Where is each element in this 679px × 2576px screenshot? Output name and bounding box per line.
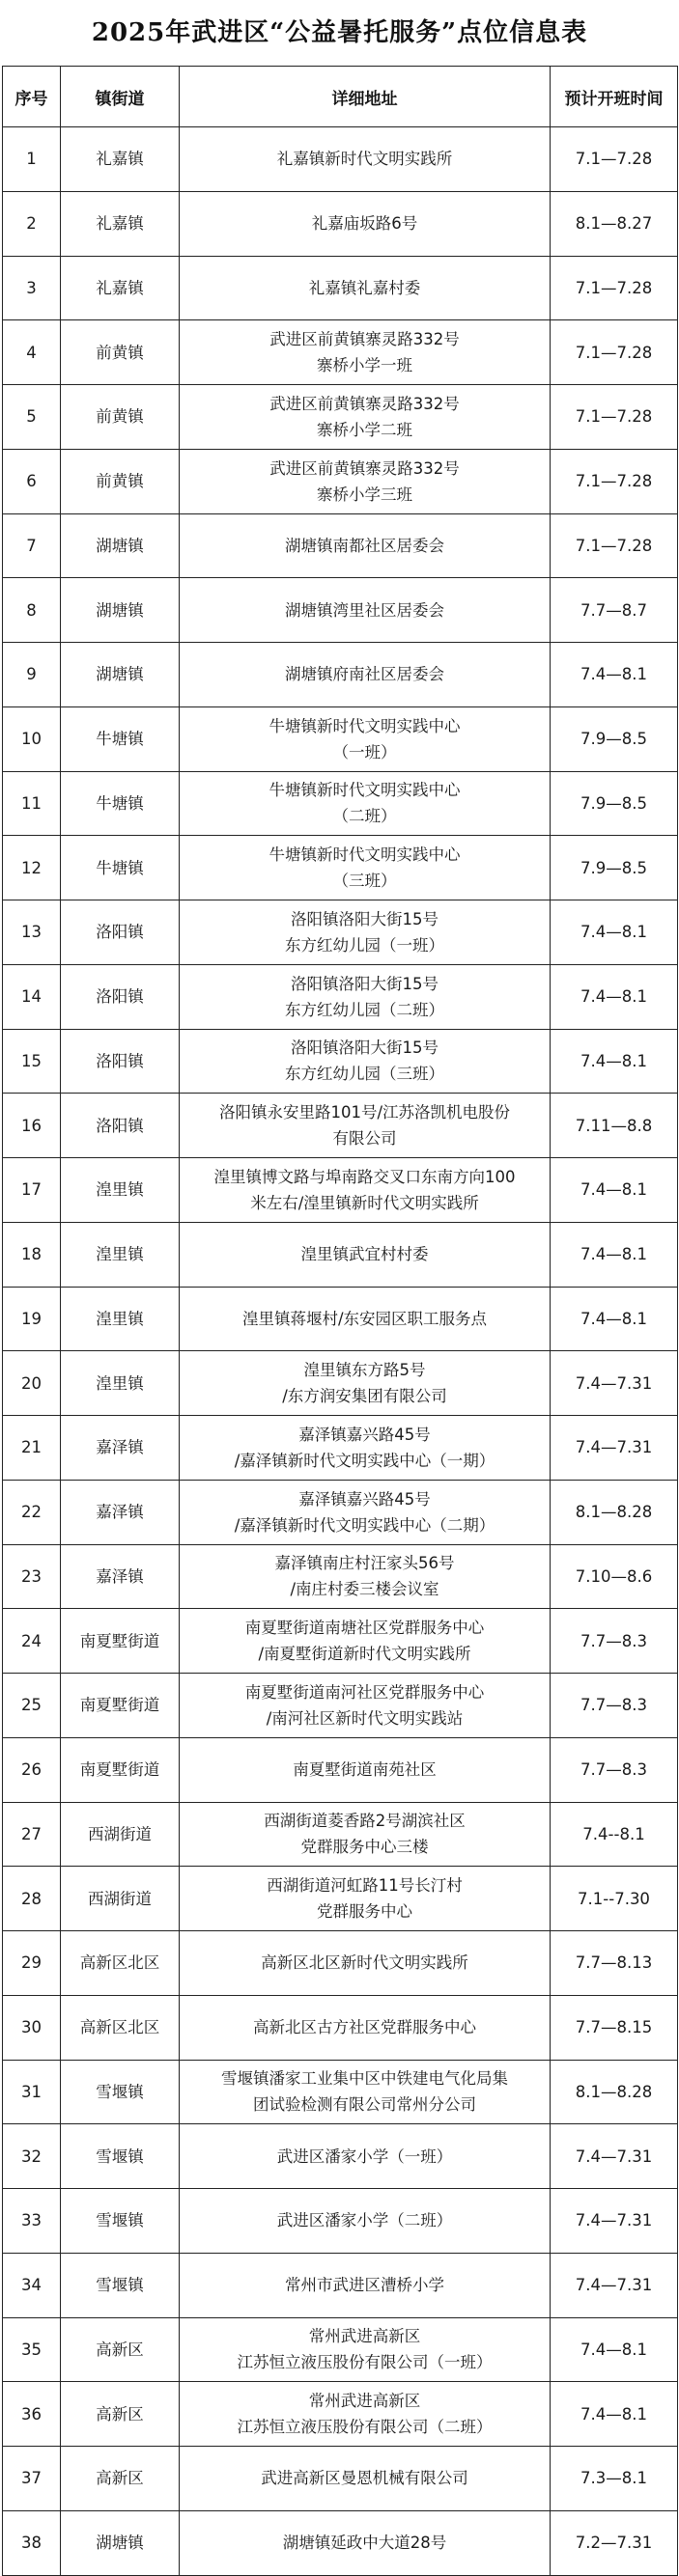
cell-expected-class-time: 7.4—8.1 bbox=[551, 1222, 678, 1287]
cell-town-street: 雪堰镇 bbox=[61, 2189, 180, 2254]
cell-serial-number: 38 bbox=[3, 2510, 61, 2575]
cell-detailed-address: 洛阳镇永安里路101号/江苏洛凯机电股份 有限公司 bbox=[180, 1094, 551, 1158]
table-header-row bbox=[3, 67, 678, 127]
cell-town-street: 南夏墅街道 bbox=[61, 1674, 180, 1738]
table-row bbox=[3, 1158, 678, 1223]
cell-town-street: 湖塘镇 bbox=[61, 578, 180, 643]
cell-serial-number: 21 bbox=[3, 1416, 61, 1481]
table-row bbox=[3, 643, 678, 707]
cell-town-street: 牛塘镇 bbox=[61, 706, 180, 771]
table-row bbox=[3, 1480, 678, 1544]
cell-detailed-address: 高新区北区新时代文明实践所 bbox=[180, 1931, 551, 1996]
cell-expected-class-time: 7.4—8.1 bbox=[551, 964, 678, 1029]
cell-expected-class-time: 7.10—8.6 bbox=[551, 1544, 678, 1609]
cell-expected-class-time: 7.9—8.5 bbox=[551, 706, 678, 771]
cell-town-street: 南夏墅街道 bbox=[61, 1737, 180, 1802]
cell-serial-number: 11 bbox=[3, 771, 61, 836]
table-row bbox=[3, 2382, 678, 2447]
table-row bbox=[3, 1029, 678, 1094]
cell-detailed-address: 湖塘镇延政中大道28号 bbox=[180, 2510, 551, 2575]
header-expected-class-time: 预计开班时间 bbox=[551, 67, 678, 127]
table-row bbox=[3, 1222, 678, 1287]
table-row bbox=[3, 127, 678, 192]
cell-expected-class-time: 7.7—8.3 bbox=[551, 1737, 678, 1802]
table-row bbox=[3, 2510, 678, 2575]
cell-serial-number: 31 bbox=[3, 2060, 61, 2124]
cell-town-street: 雪堰镇 bbox=[61, 2253, 180, 2317]
cell-detailed-address: 湖塘镇南都社区居委会 bbox=[180, 513, 551, 578]
cell-serial-number: 24 bbox=[3, 1609, 61, 1674]
cell-detailed-address: 礼嘉镇礼嘉村委 bbox=[180, 256, 551, 320]
cell-town-street: 礼嘉镇 bbox=[61, 256, 180, 320]
cell-serial-number: 22 bbox=[3, 1480, 61, 1544]
cell-serial-number: 9 bbox=[3, 643, 61, 707]
cell-expected-class-time: 7.4—7.31 bbox=[551, 1351, 678, 1416]
cell-town-street: 湟里镇 bbox=[61, 1158, 180, 1223]
cell-town-street: 雪堰镇 bbox=[61, 2060, 180, 2124]
table-row bbox=[3, 2124, 678, 2189]
cell-expected-class-time: 8.1—8.28 bbox=[551, 2060, 678, 2124]
cell-expected-class-time: 7.4—7.31 bbox=[551, 2253, 678, 2317]
cell-town-street: 牛塘镇 bbox=[61, 836, 180, 900]
cell-serial-number: 19 bbox=[3, 1287, 61, 1351]
cell-expected-class-time: 7.7—8.7 bbox=[551, 578, 678, 643]
cell-town-street: 前黄镇 bbox=[61, 320, 180, 385]
cell-detailed-address: 南夏墅街道南塘社区党群服务中心 /南夏墅街道新时代文明实践所 bbox=[180, 1609, 551, 1674]
cell-expected-class-time: 7.4—8.1 bbox=[551, 1158, 678, 1223]
cell-detailed-address: 西湖街道河虹路11号长汀村 党群服务中心 bbox=[180, 1867, 551, 1931]
cell-serial-number: 29 bbox=[3, 1931, 61, 1996]
cell-town-street: 洛阳镇 bbox=[61, 964, 180, 1029]
cell-expected-class-time: 7.7—8.3 bbox=[551, 1674, 678, 1738]
cell-detailed-address: 嘉泽镇嘉兴路45号 /嘉泽镇新时代文明实践中心（一期） bbox=[180, 1416, 551, 1481]
table-row bbox=[3, 1674, 678, 1738]
table-body bbox=[3, 127, 678, 2576]
cell-serial-number: 12 bbox=[3, 836, 61, 900]
cell-serial-number: 5 bbox=[3, 385, 61, 450]
table-row bbox=[3, 1416, 678, 1481]
cell-town-street: 西湖街道 bbox=[61, 1802, 180, 1867]
cell-expected-class-time: 7.7—8.15 bbox=[551, 1995, 678, 2060]
cell-town-street: 湟里镇 bbox=[61, 1222, 180, 1287]
cell-detailed-address: 常州武进高新区 江苏恒立液压股份有限公司（二班） bbox=[180, 2382, 551, 2447]
cell-detailed-address: 武进区前黄镇寨灵路332号 寨桥小学一班 bbox=[180, 320, 551, 385]
page-title: 2025年武进区“公益暑托服务”点位信息表 bbox=[91, 18, 588, 47]
cell-serial-number: 4 bbox=[3, 320, 61, 385]
cell-town-street: 湟里镇 bbox=[61, 1351, 180, 1416]
cell-detailed-address: 南夏墅街道南河社区党群服务中心 /南河社区新时代文明实践站 bbox=[180, 1674, 551, 1738]
cell-detailed-address: 嘉泽镇南庄村汪家头56号 /南庄村委三楼会议室 bbox=[180, 1544, 551, 1609]
table-row bbox=[3, 771, 678, 836]
table-row bbox=[3, 964, 678, 1029]
cell-town-street: 湟里镇 bbox=[61, 1287, 180, 1351]
cell-expected-class-time: 7.1—7.28 bbox=[551, 449, 678, 513]
cell-town-street: 湖塘镇 bbox=[61, 513, 180, 578]
cell-detailed-address: 常州武进高新区 江苏恒立液压股份有限公司（一班） bbox=[180, 2317, 551, 2382]
cell-detailed-address: 常州市武进区漕桥小学 bbox=[180, 2253, 551, 2317]
cell-expected-class-time: 8.1—8.28 bbox=[551, 1480, 678, 1544]
table-row bbox=[3, 2317, 678, 2382]
cell-serial-number: 13 bbox=[3, 900, 61, 965]
cell-serial-number: 2 bbox=[3, 191, 61, 256]
cell-town-street: 嘉泽镇 bbox=[61, 1544, 180, 1609]
cell-expected-class-time: 7.9—8.5 bbox=[551, 771, 678, 836]
cell-expected-class-time: 7.4—8.1 bbox=[551, 2382, 678, 2447]
cell-town-street: 嘉泽镇 bbox=[61, 1416, 180, 1481]
cell-town-street: 礼嘉镇 bbox=[61, 127, 180, 192]
cell-serial-number: 37 bbox=[3, 2447, 61, 2511]
cell-detailed-address: 牛塘镇新时代文明实践中心 （三班） bbox=[180, 836, 551, 900]
cell-expected-class-time: 7.1—7.28 bbox=[551, 256, 678, 320]
cell-expected-class-time: 7.4--8.1 bbox=[551, 1802, 678, 1867]
cell-town-street: 高新区北区 bbox=[61, 1931, 180, 1996]
cell-serial-number: 8 bbox=[3, 578, 61, 643]
cell-expected-class-time: 7.4—8.1 bbox=[551, 1287, 678, 1351]
cell-serial-number: 25 bbox=[3, 1674, 61, 1738]
table-row bbox=[3, 1287, 678, 1351]
table-row bbox=[3, 385, 678, 450]
table-row bbox=[3, 2253, 678, 2317]
cell-serial-number: 33 bbox=[3, 2189, 61, 2254]
cell-town-street: 高新区北区 bbox=[61, 1995, 180, 2060]
table-row bbox=[3, 578, 678, 643]
cell-detailed-address: 湟里镇武宜村村委 bbox=[180, 1222, 551, 1287]
cell-detailed-address: 洛阳镇洛阳大街15号 东方红幼儿园（二班） bbox=[180, 964, 551, 1029]
cell-town-street: 前黄镇 bbox=[61, 449, 180, 513]
cell-town-street: 高新区 bbox=[61, 2382, 180, 2447]
cell-detailed-address: 西湖街道菱香路2号湖滨社区 党群服务中心三楼 bbox=[180, 1802, 551, 1867]
cell-expected-class-time: 7.4—7.31 bbox=[551, 1416, 678, 1481]
cell-serial-number: 30 bbox=[3, 1995, 61, 2060]
cell-town-street: 洛阳镇 bbox=[61, 1029, 180, 1094]
cell-town-street: 高新区 bbox=[61, 2317, 180, 2382]
cell-serial-number: 36 bbox=[3, 2382, 61, 2447]
table-row bbox=[3, 836, 678, 900]
cell-serial-number: 28 bbox=[3, 1867, 61, 1931]
cell-serial-number: 32 bbox=[3, 2124, 61, 2189]
cell-serial-number: 17 bbox=[3, 1158, 61, 1223]
cell-expected-class-time: 7.4—8.1 bbox=[551, 1029, 678, 1094]
cell-town-street: 湖塘镇 bbox=[61, 643, 180, 707]
cell-expected-class-time: 8.1—8.27 bbox=[551, 191, 678, 256]
cell-expected-class-time: 7.4—7.31 bbox=[551, 2124, 678, 2189]
cell-detailed-address: 洛阳镇洛阳大街15号 东方红幼儿园（一班） bbox=[180, 900, 551, 965]
cell-detailed-address: 武进区前黄镇寨灵路332号 寨桥小学三班 bbox=[180, 449, 551, 513]
cell-town-street: 嘉泽镇 bbox=[61, 1480, 180, 1544]
cell-serial-number: 26 bbox=[3, 1737, 61, 1802]
cell-detailed-address: 武进高新区曼恩机械有限公司 bbox=[180, 2447, 551, 2511]
table-row bbox=[3, 1802, 678, 1867]
cell-town-street: 牛塘镇 bbox=[61, 771, 180, 836]
table-row bbox=[3, 2189, 678, 2254]
cell-detailed-address: 湟里镇博文路与埠南路交叉口东南方向100 米左右/湟里镇新时代文明实践所 bbox=[180, 1158, 551, 1223]
table-row bbox=[3, 1609, 678, 1674]
cell-detailed-address: 武进区潘家小学（二班） bbox=[180, 2189, 551, 2254]
cell-serial-number: 6 bbox=[3, 449, 61, 513]
cell-serial-number: 23 bbox=[3, 1544, 61, 1609]
table-row bbox=[3, 706, 678, 771]
table-row bbox=[3, 191, 678, 256]
cell-detailed-address: 湖塘镇湾里社区居委会 bbox=[180, 578, 551, 643]
table-row bbox=[3, 1867, 678, 1931]
cell-expected-class-time: 7.7—8.3 bbox=[551, 1609, 678, 1674]
cell-expected-class-time: 7.1—7.28 bbox=[551, 127, 678, 192]
cell-expected-class-time: 7.4—7.31 bbox=[551, 2189, 678, 2254]
table-row bbox=[3, 1544, 678, 1609]
cell-expected-class-time: 7.7—8.13 bbox=[551, 1931, 678, 1996]
table-row bbox=[3, 256, 678, 320]
table-row bbox=[3, 1737, 678, 1802]
cell-serial-number: 16 bbox=[3, 1094, 61, 1158]
cell-detailed-address: 洛阳镇洛阳大街15号 东方红幼儿园（三班） bbox=[180, 1029, 551, 1094]
table-row bbox=[3, 1094, 678, 1158]
cell-detailed-address: 礼嘉庙坂路6号 bbox=[180, 191, 551, 256]
cell-expected-class-time: 7.1—7.28 bbox=[551, 513, 678, 578]
cell-serial-number: 7 bbox=[3, 513, 61, 578]
cell-detailed-address: 武进区前黄镇寨灵路332号 寨桥小学二班 bbox=[180, 385, 551, 450]
cell-serial-number: 15 bbox=[3, 1029, 61, 1094]
cell-expected-class-time: 7.1--7.30 bbox=[551, 1867, 678, 1931]
cell-expected-class-time: 7.9—8.5 bbox=[551, 836, 678, 900]
cell-expected-class-time: 7.2—7.31 bbox=[551, 2510, 678, 2575]
table-row bbox=[3, 900, 678, 965]
cell-detailed-address: 牛塘镇新时代文明实践中心 （一班） bbox=[180, 706, 551, 771]
table-row bbox=[3, 1351, 678, 1416]
cell-expected-class-time: 7.4—8.1 bbox=[551, 643, 678, 707]
cell-town-street: 西湖街道 bbox=[61, 1867, 180, 1931]
cell-detailed-address: 湟里镇东方路5号 /东方润安集团有限公司 bbox=[180, 1351, 551, 1416]
cell-expected-class-time: 7.4—8.1 bbox=[551, 900, 678, 965]
cell-serial-number: 27 bbox=[3, 1802, 61, 1867]
cell-detailed-address: 礼嘉镇新时代文明实践所 bbox=[180, 127, 551, 192]
cell-serial-number: 34 bbox=[3, 2253, 61, 2317]
cell-serial-number: 3 bbox=[3, 256, 61, 320]
site-info-table bbox=[2, 66, 678, 2576]
cell-expected-class-time: 7.3—8.1 bbox=[551, 2447, 678, 2511]
table-row bbox=[3, 513, 678, 578]
cell-serial-number: 1 bbox=[3, 127, 61, 192]
cell-detailed-address: 雪堰镇潘家工业集中区中铁建电气化局集 团试验检测有限公司常州分公司 bbox=[180, 2060, 551, 2124]
cell-serial-number: 14 bbox=[3, 964, 61, 1029]
cell-expected-class-time: 7.11—8.8 bbox=[551, 1094, 678, 1158]
table-row bbox=[3, 320, 678, 385]
header-serial-number: 序号 bbox=[3, 67, 61, 127]
cell-expected-class-time: 7.1—7.28 bbox=[551, 320, 678, 385]
cell-town-street: 洛阳镇 bbox=[61, 1094, 180, 1158]
cell-detailed-address: 嘉泽镇嘉兴路45号 /嘉泽镇新时代文明实践中心（二期） bbox=[180, 1480, 551, 1544]
cell-expected-class-time: 7.4—8.1 bbox=[551, 2317, 678, 2382]
table-row bbox=[3, 449, 678, 513]
table-row bbox=[3, 2060, 678, 2124]
cell-detailed-address: 牛塘镇新时代文明实践中心 （二班） bbox=[180, 771, 551, 836]
cell-serial-number: 20 bbox=[3, 1351, 61, 1416]
cell-serial-number: 35 bbox=[3, 2317, 61, 2382]
header-town-street: 镇街道 bbox=[61, 67, 180, 127]
cell-serial-number: 10 bbox=[3, 706, 61, 771]
cell-detailed-address: 湟里镇蒋堰村/东安园区职工服务点 bbox=[180, 1287, 551, 1351]
cell-town-street: 湖塘镇 bbox=[61, 2510, 180, 2575]
cell-detailed-address: 高新北区古方社区党群服务中心 bbox=[180, 1995, 551, 2060]
cell-detailed-address: 武进区潘家小学（一班） bbox=[180, 2124, 551, 2189]
cell-town-street: 雪堰镇 bbox=[61, 2124, 180, 2189]
cell-town-street: 高新区 bbox=[61, 2447, 180, 2511]
cell-town-street: 前黄镇 bbox=[61, 385, 180, 450]
table-row bbox=[3, 2447, 678, 2511]
cell-town-street: 洛阳镇 bbox=[61, 900, 180, 965]
cell-detailed-address: 湖塘镇府南社区居委会 bbox=[180, 643, 551, 707]
header-detailed-address: 详细地址 bbox=[180, 67, 551, 127]
cell-serial-number: 18 bbox=[3, 1222, 61, 1287]
cell-town-street: 南夏墅街道 bbox=[61, 1609, 180, 1674]
cell-detailed-address: 南夏墅街道南苑社区 bbox=[180, 1737, 551, 1802]
table-row bbox=[3, 1931, 678, 1996]
table-row bbox=[3, 1995, 678, 2060]
cell-town-street: 礼嘉镇 bbox=[61, 191, 180, 256]
cell-expected-class-time: 7.1—7.28 bbox=[551, 385, 678, 450]
